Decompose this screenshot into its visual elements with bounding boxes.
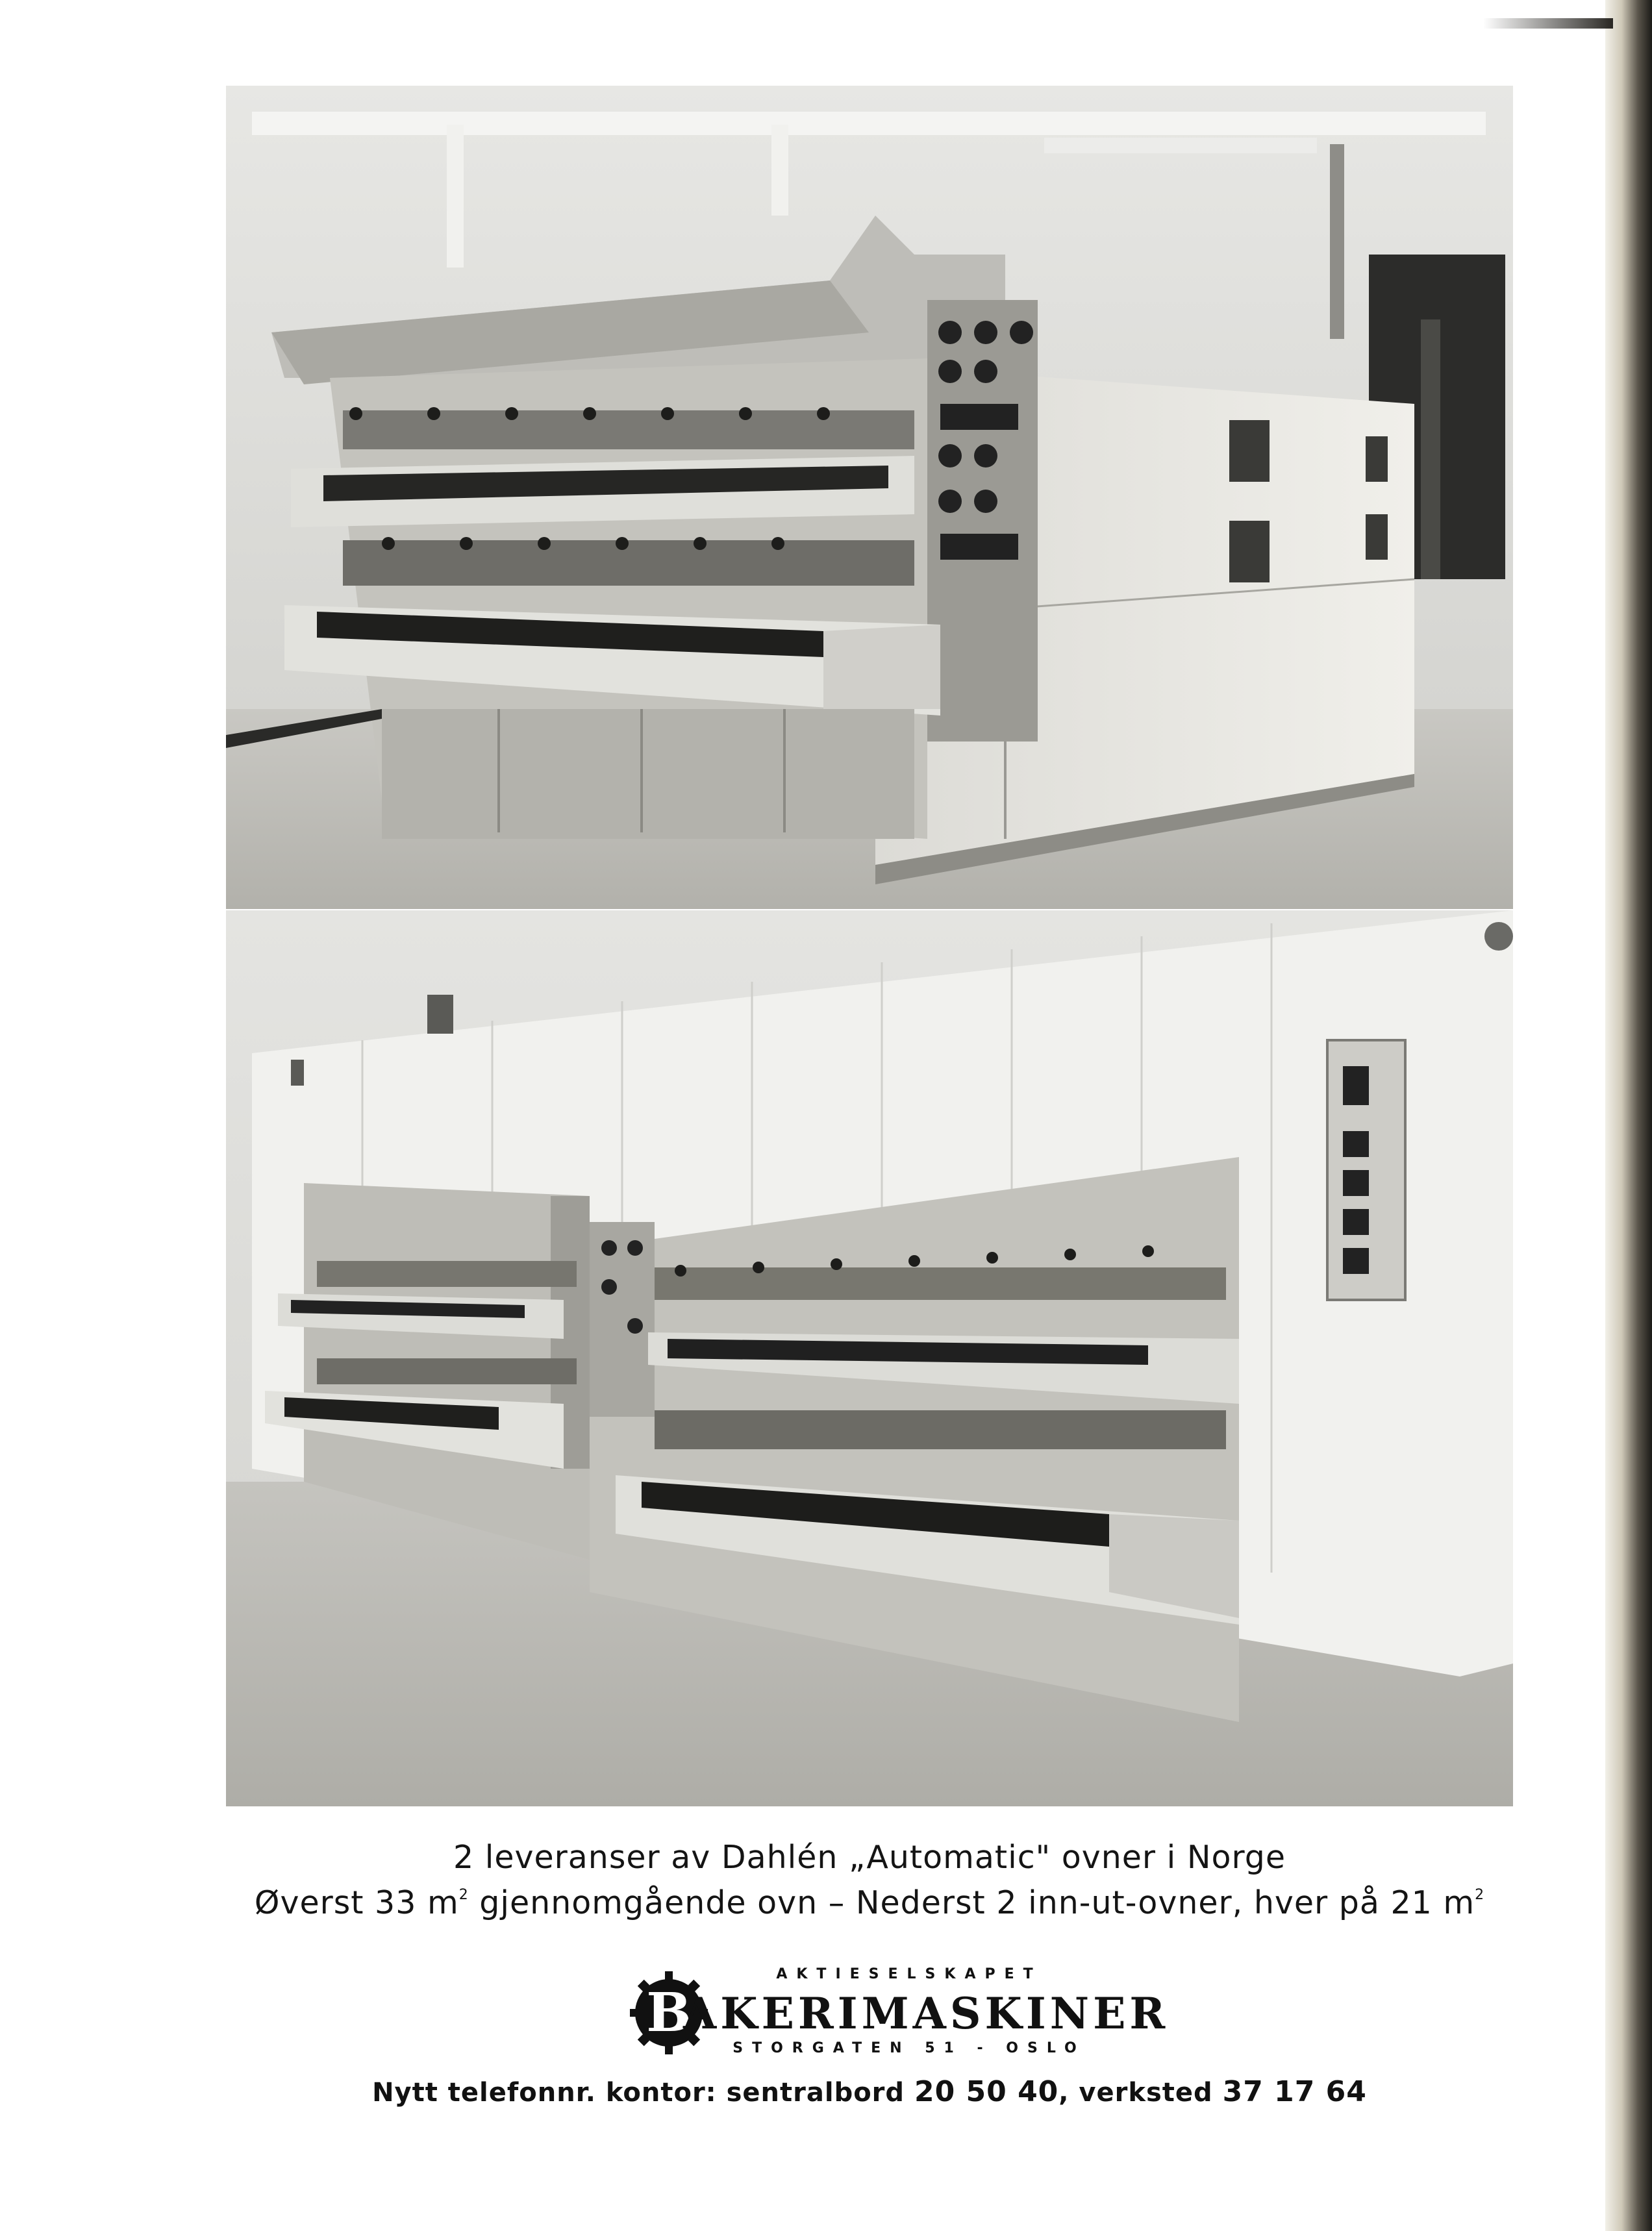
superscript-square: 2 [1475,1887,1485,1903]
photo-through-oven [226,86,1513,909]
logo-address: STORGATEN 51 - OSLO [732,2040,1086,2056]
company-logo [623,1961,1170,2065]
photo-in-out-ovens [226,910,1513,1806]
logo-emblem-letter: B [646,1982,692,2044]
oven-photo-icon [226,86,1513,909]
contact-middle: , verksted [1058,2078,1223,2108]
caption-line-2-part-a: Øverst 33 m [254,1884,459,1921]
caption-line-1: 2 leveranser av Dahlén „Automatic" ovner i Norge [453,1839,1286,1876]
logo-company-name: AKERIMASKINER [683,1988,1170,2039]
superscript-square: 2 [458,1887,469,1903]
logo-kicker: AKTIESELSKAPET [776,1966,1042,1982]
office-phone-number: 20 50 40 [914,2075,1059,2108]
page-edge-corner [1483,18,1613,29]
contact-line [226,2075,1513,2108]
caption-line-2 [226,1884,1513,1921]
contact-prefix: Nytt telefonnr. kontor: sentralbord [372,2078,914,2108]
workshop-phone-number: 37 17 64 [1222,2075,1367,2108]
page-edge-shadow [1605,0,1652,2231]
oven-photo-icon [226,910,1513,1806]
caption-line-2-part-b: gjennomgående ovn – Nederst 2 inn-ut-ovner, hver på 21 m [468,1884,1475,1921]
